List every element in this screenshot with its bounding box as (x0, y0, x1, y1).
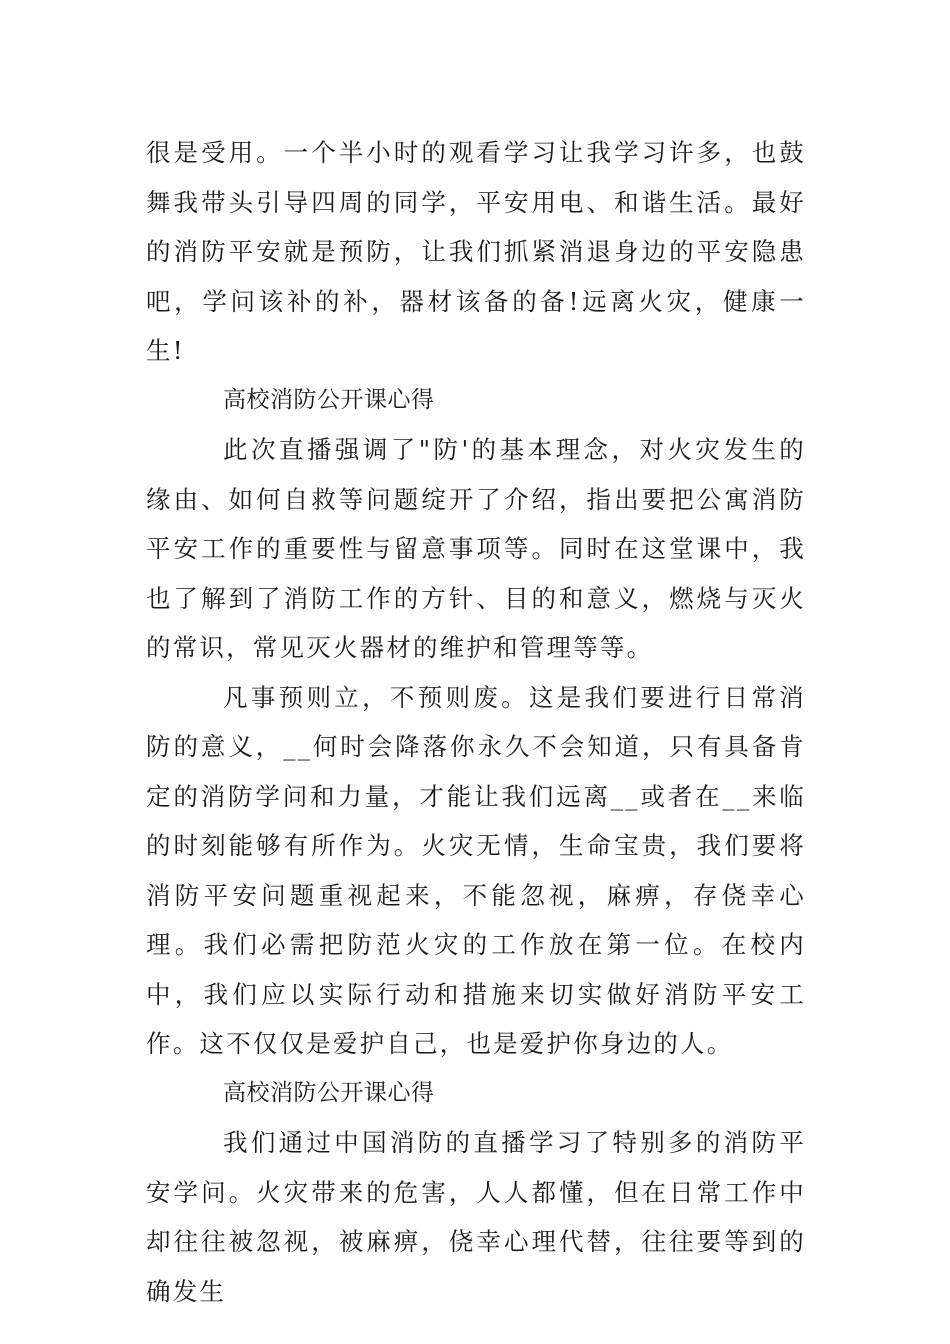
paragraph-4: 我们通过中国消防的直播学习了特别多的消防平安学问。火灾带来的危害，人人都懂，但在日常工作中却往往被忽视，被麻痹，侥幸心理代替，往往要等到的确发生 (146, 1128, 806, 1306)
paragraph-1: 很是受用。一个半小时的观看学习让我学习许多，也鼓舞我带头引导四周的同学，平安用电、和谐生活。最好的消防平安就是预防，让我们抓紧消退身边的平安隐患吧，学问该补的补，器材该备的备!远离火灾，健康一生! (146, 138, 806, 365)
paragraph-3: 凡事预则立，不预则废。这是我们要进行日常消防的意义，__何时会降落你永久不会知道，只有具备肯定的消防学问和力量，才能让我们远离__或者在__来临的时刻能够有所作为。火灾无情，生命宝贵，我们要将消防平安问题重视起来，不能忽视，麻痹，存侥幸心理。我们必需把防范火灾的工作放在第一位。在校内中，我们应以实际行动和措施来切实做好消防平安工作。这不仅仅是爱护自己，也是爱护你身边的人。 (146, 682, 806, 1058)
paragraph-2: 此次直播强调了"防'的基本理念，对火灾发生的缘由、如何自救等问题绽开了介绍，指出要把公寓消防平安工作的重要性与留意事项等。同时在这堂课中，我也了解到了消防工作的方针、目的和意义，燃烧与灭火的常识，常见灭火器材的维护和管理等等。 (146, 435, 806, 662)
document-page (146, 128, 806, 1316)
section-heading-2: 高校消防公开课心得 (223, 1079, 435, 1106)
section-heading-1: 高校消防公开课心得 (223, 386, 435, 413)
